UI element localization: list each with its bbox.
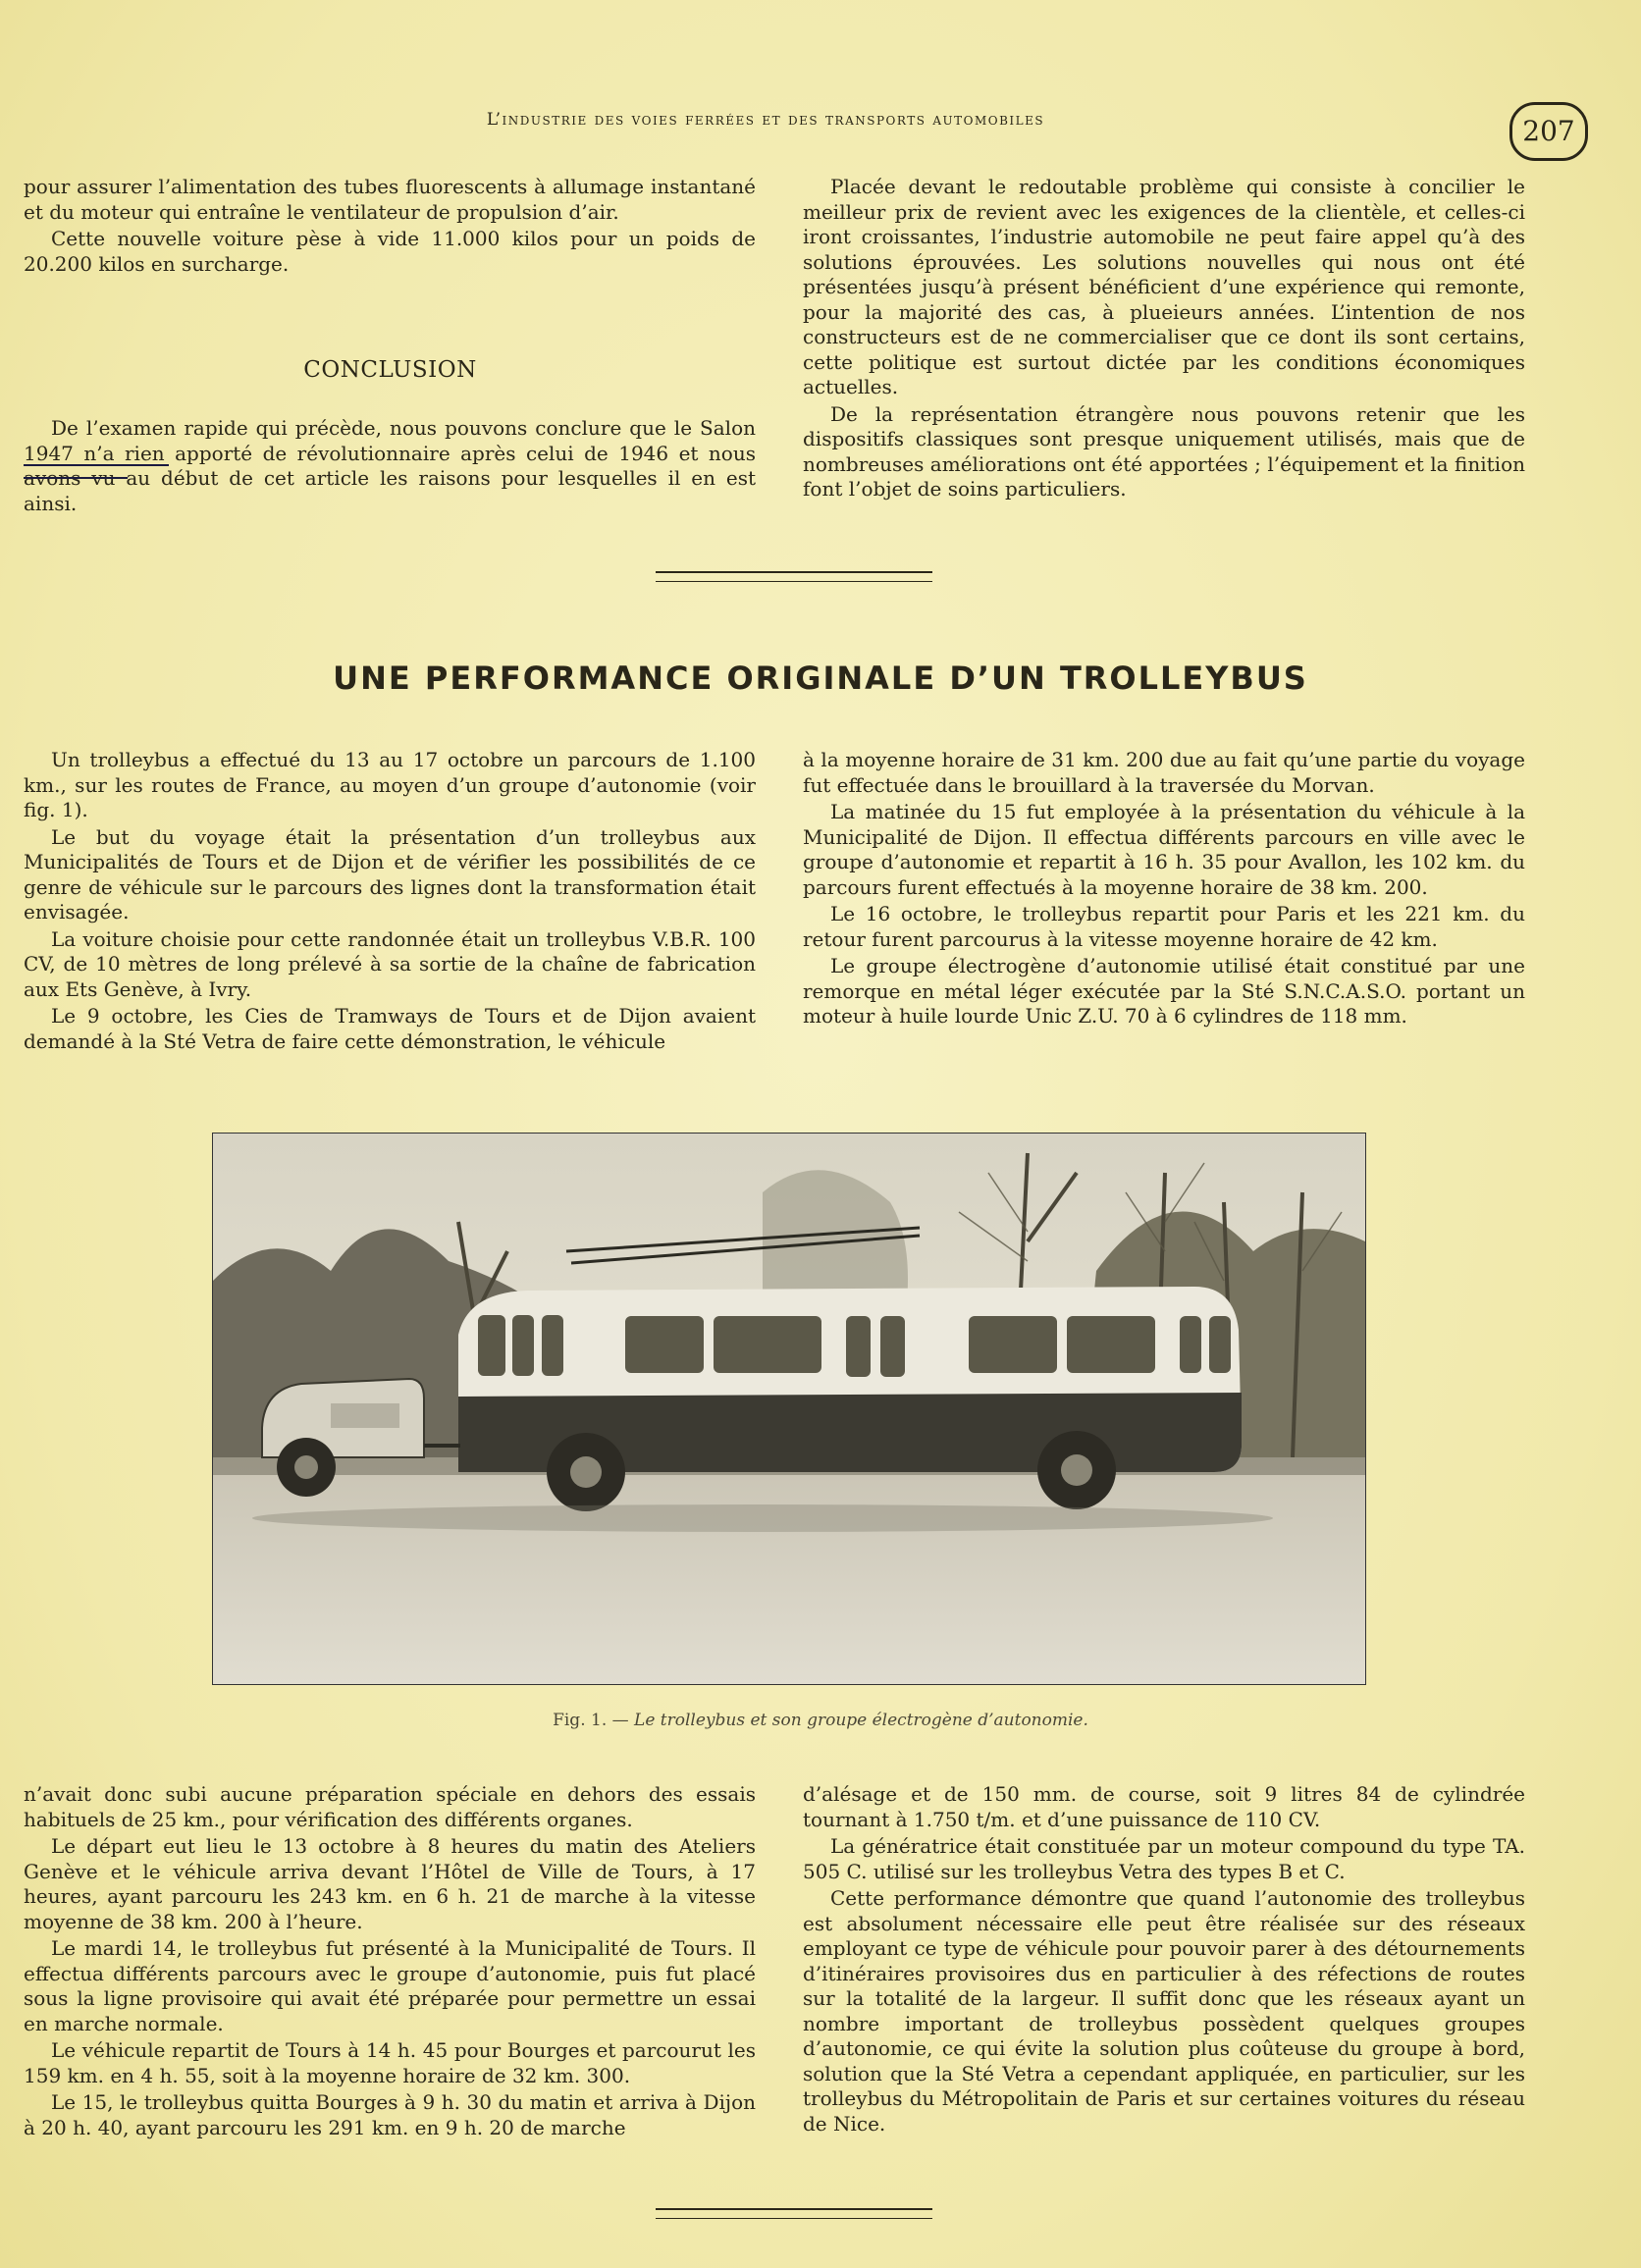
paragraph: Le 9 octobre, les Cies de Tramways de Tours et de Dijon avaient demandé à la Sté Vetra de faire cette démonstration, le véhicule (24, 1004, 756, 1053)
paragraph: Le 16 octobre, le trolleybus repartit pour Paris et les 221 km. du retour furent parcourus à la vitesse moyenne horaire de 42 km. (803, 902, 1525, 951)
paragraph: Cette performance démontre que quand l’autonomie des trolleybus est absolument nécessaire elle peut être réalisée sur des réseaux employant ce type de véhicule pour pouvoir parer à des détournements d’itinéraires provisoires dus en particulier à des réfections de routes sur la totalité de la largeur. Il suffit donc que les réseaux ayant un nombre important de trolleybus possèdent quelques groupes d’autonomie, ce qui évite la solution plus coûteuse du groupe à bord, solution que la Sté Vetra a cependant appliquée, en particulier, sur les trolleybus du Métropolitain de Paris et sur certaines voitures du réseau de Nice. (803, 1886, 1525, 2136)
running-header: L’industrie des voies ferrées et des transports automobiles (486, 110, 1045, 130)
paragraph: à la moyenne horaire de 31 km. 200 due au fait qu’une partie du voyage fut effectuée dans le brouillard à la traversée du Morvan. (803, 748, 1525, 797)
paragraph: De la représentation étrangère nous pouvons retenir que les dispositifs classiques sont presque uniquement utilisés, mais que de nombreuses améliorations ont été apportées ; l’équipement et la finition font l’objet de soins particuliers. (803, 401, 1525, 501)
paragraph: Placée devant le redoutable problème qui consiste à concilier le meilleur prix de revient avec les exigences de la clientèle, et celles-ci iront croissantes, l’industrie automobile ne peut faire appel qu’à des solutions éprouvées. Les solutions nouvelles qui nous ont été présentées jusqu’à présent bénéficient d’une expérience qui remonte, pour la majorité des cas, à plueieurs années. L’intention de nos constructeurs est de ne commercialiser que ce dont ils sont certains, cette politique est surtout dictée par les conditions économiques actuelles. (803, 175, 1525, 398)
section-divider (656, 571, 932, 582)
article-title: UNE PERFORMANCE ORIGINALE D’UN TROLLEYBUS (333, 659, 1308, 697)
top-right-column (803, 175, 1525, 502)
trolleybus-photo (212, 1133, 1366, 1685)
handwritten-strike (24, 477, 128, 479)
figure-caption-text: Le trolleybus et son groupe électrogène d’autonomie. (634, 1711, 1088, 1730)
article-upper-right-column (803, 748, 1525, 1029)
paragraph: Le départ eut lieu le 13 octobre à 8 heures du matin des Ateliers Genève et le véhicule arriva devant l’Hôtel de Ville de Tours, à 17 heures, ayant parcouru les 243 km. en 6 h. 21 de marche à la vitesse moyenne de 38 km. 200 à l’heure. (24, 1834, 756, 1933)
paragraph: De l’examen rapide qui précède, nous pouvons conclure que le Salon 1947 n’a rien apporté de révolutionnaire après celui de 1946 et nous avons vu au début de cet article les raisons pour lesquelles il en est ainsi. (24, 416, 756, 515)
article-lower-right-column (803, 1782, 1525, 2136)
page-number: 207 (1509, 102, 1588, 161)
paragraph: n’avait donc subi aucune préparation spéciale en dehors des essais habituels de 25 km., pour vérification des différents organes. (24, 1782, 756, 1831)
handwritten-underline (24, 464, 169, 466)
article-upper-left-column (24, 748, 756, 1054)
paragraph: La voiture choisie pour cette randonnée était un trolleybus V.B.R. 100 CV, de 10 mètres de long prélevé à sa sortie de la chaîne de fabrication aux Ets Genève, à Ivry. (24, 926, 756, 1001)
paragraph: Le but du voyage était la présentation d’un trolleybus aux Municipalités de Tours et de Dijon et de vérifier les possibilités de ce genre de véhicule sur le parcours des lignes dont la transformation était envisagée. (24, 824, 756, 923)
figure-label: Fig. 1. — (553, 1711, 629, 1730)
paragraph: La matinée du 15 fut employée à la présentation du véhicule à la Municipalité de Dijon. Il effectua différents parcours en ville avec le groupe d’autonomie et repartit à 16 h. 35 pour Avallon, les 102 km. du parcours furent effectués à la moyenne horaire de 38 km. 200. (803, 800, 1525, 899)
paragraph: Un trolleybus a effectué du 13 au 17 octobre un parcours de 1.100 km., sur les routes de France, au moyen d’un groupe d’autonomie (voir fig. 1). (24, 748, 756, 821)
paragraph: pour assurer l’alimentation des tubes fluorescents à allumage instantané et du moteur qui entraîne le ventilateur de propulsion d’air. (24, 175, 756, 224)
figure-caption (0, 1711, 1641, 1730)
paragraph: Le mardi 14, le trolleybus fut présenté à la Municipalité de Tours. Il effectua différents parcours avec le groupe d’autonomie, puis fut placé sous la ligne provisoire qui avait été préparée pour permettre un essai en marche normale. (24, 1936, 756, 2035)
article-lower-left-column (24, 1782, 756, 2140)
paragraph: La génératrice était constituée par un moteur compound du type TA. 505 C. utilisé sur les trolleybus Vetra des types B et C. (803, 1834, 1525, 1883)
section-title-conclusion: CONCLUSION (303, 357, 477, 383)
conclusion-text (24, 416, 756, 516)
top-left-column (24, 175, 756, 277)
paragraph: Le véhicule repartit de Tours à 14 h. 45 pour Bourges et parcourut les 159 km. en 4 h. 55, soit à la moyenne horaire de 32 km. 300. (24, 2038, 756, 2087)
end-divider (656, 2208, 932, 2219)
paragraph: Cette nouvelle voiture pèse à vide 11.000 kilos pour un poids de 20.200 kilos en surcharge. (24, 227, 756, 276)
paragraph: Le groupe électrogène d’autonomie utilisé était constitué par une remorque en métal léger exécutée par la Sté S.N.C.A.S.O. portant un moteur à huile lourde Unic Z.U. 70 à 6 cylindres de 118 mm. (803, 954, 1525, 1028)
paragraph: d’alésage et de 150 mm. de course, soit 9 litres 84 de cylindrée tournant à 1.750 t/m. et d’une puissance de 110 CV. (803, 1782, 1525, 1831)
paragraph: Le 15, le trolleybus quitta Bourges à 9 h. 30 du matin et arriva à Dijon à 20 h. 40, ayant parcouru les 291 km. en 9 h. 20 de marche (24, 2090, 756, 2139)
